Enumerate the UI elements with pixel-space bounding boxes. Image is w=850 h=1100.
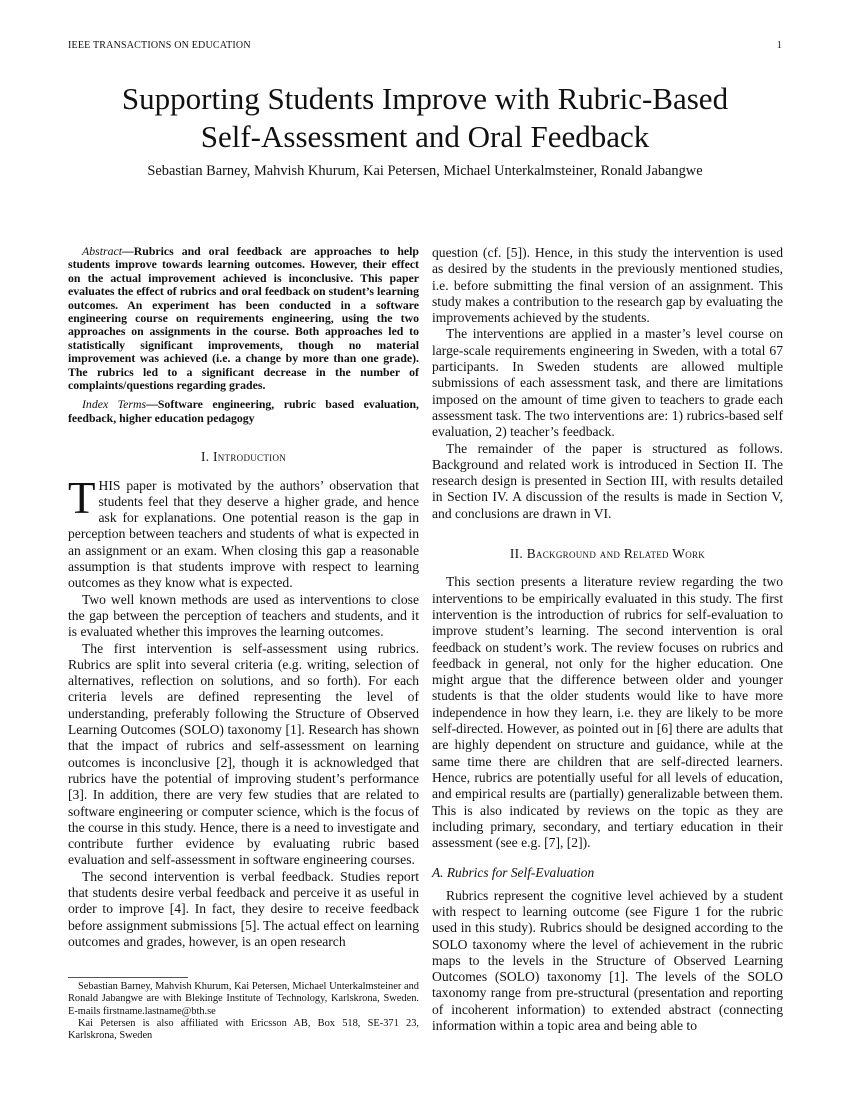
journal-name: IEEE TRANSACTIONS ON EDUCATION bbox=[68, 40, 251, 51]
footnotes bbox=[68, 977, 419, 1042]
intro-paragraph-1-text: HIS paper is motivated by the authors’ observation that students feel that they deserve a higher grade, and hence ask for explanations. One potential reason is the gap in perception between teachers and students of what is expected in an assignment or an exam. When closing this gap a reasonable assumption is that students improve with respect to learning outcomes as they know what is expected. bbox=[68, 477, 419, 591]
intro-paragraph-4: The second intervention is verbal feedback. Studies report that students desire verbal feedback and perceive it as useful in order to improve [4]. In fact, they desire to receive feedback before assignment submissions [5]. The actual effect on learning outcomes and grades, however, is an open research bbox=[68, 868, 419, 949]
page-number: 1 bbox=[776, 40, 782, 51]
intro-paragraph-5: The interventions are applied in a master’s level course on large-scale requirements engineering in Sweden, with a total 67 participants. In Sweden students are allowed multiple submissions of each assessment task, and there are limitations imposed on the amount of time given to teachers to grade each assessment task. The two interventions are: 1) rubrics-based self evaluation, 2) teacher’s feedback. bbox=[432, 326, 783, 440]
drop-cap: T bbox=[68, 472, 96, 523]
intro-paragraph-6: The remainder of the paper is structured as follows. Background and related work is introduced in Section II. The research design is presented in Section III, with results detailed in Section IV. A discussion of the results is made in Section V, and conclusions are drawn in VI. bbox=[432, 440, 783, 521]
right-column bbox=[432, 245, 783, 1034]
abstract-text: —Rubrics and oral feedback are approaches to help students improve towards learning outcomes. However, their effect on the actual improvement achieved is inconclusive. This paper evaluates the effect of rubrics and oral feedback on student’s learning outcomes. An experiment has been conducted in a software engineering course on requirements engineering, using the two approaches on assignments in the course. Both approaches led to statistically significant improvements, though no material improvement was achieved (i.e. a change by more than one grade). The rubrics led to a significant decrease in the number of complaints/questions regarding grades. bbox=[68, 244, 419, 393]
title-line-2: Self-Assessment and Oral Feedback bbox=[200, 119, 650, 154]
index-terms-label: Index Terms bbox=[82, 397, 147, 412]
footnote-divider bbox=[68, 977, 188, 978]
section-heading-introduction: I. Introduction bbox=[200, 449, 287, 465]
author-list: Sebastian Barney, Mahvish Khurum, Kai Petersen, Michael Unterkalmsteiner, Ronald Jabangwe bbox=[147, 163, 703, 179]
subsection-heading-rubrics: A. Rubrics for Self-Evaluation bbox=[432, 865, 595, 881]
footnote-ericsson: Kai Petersen is also affiliated with Ericsson AB, Box 518, SE-371 23, Karlskrona, Sweden bbox=[68, 1017, 419, 1042]
paper-title bbox=[40, 80, 810, 156]
intro-paragraph-2: Two well known methods are used as interventions to close the gap between the perception of teachers and students, and it is evaluated whether this improves the learning outcomes. bbox=[68, 591, 419, 640]
rubrics-paragraph-1: Rubrics represent the cognitive level achieved by a student with respect to learning outcome (see Figure 1 for the rubric used in this study). Rubrics should be designed according to the SOLO taxonomy where the level of achievement in the rubric maps to the levels in the Structure of Observed Learning Outcomes (SOLO) taxonomy [1]. The levels of the SOLO taxonomy range from pre-structural (presentation and reporting of incoherent information) to extended abstract (connecting information within a topic area and being able to bbox=[432, 887, 783, 1034]
footnote-affiliations: Sebastian Barney, Mahvish Khurum, Kai Petersen, Michael Unterkalmsteiner and Ronald Jabangwe are with Blekinge Institute of Technology, Karlskrona, Sweden. E-mails firstname.lastname@bth.se bbox=[68, 981, 419, 1017]
index-terms bbox=[68, 398, 419, 425]
section-heading-background: II. Background and Related Work bbox=[509, 546, 706, 562]
intro-paragraph-4-continued: question (cf. [5]). Hence, in this study the intervention is used as desired by the students in the previously mentioned studies, i.e. before submitting the final version of an assignment. This study makes a contribution to the research gap by evaluating the improvements achieved by the students. bbox=[432, 245, 783, 326]
background-paragraph-1: This section presents a literature review regarding the two interventions to be empirically evaluated in this study. The first intervention is the introduction of rubrics for self-evaluation to improve student’s learning. The second intervention is oral feedback on student’s work. The review focuses on rubrics and feedback in general, not only for the higher education. One might argue that the difference between older and younger students is that the older students would like to have more independence in how they learn, i.e. they are likely to be more self-directed. However, as pointed out in [6] there are adults that are highly dependent on structure and guidance, while at the same time there are children that are self-directed learners. Hence, rubrics are potentially useful for all levels of education, and empirical results are (partially) generalizable between them. This is also indicated by reviews on the topic as they are including primary, secondary, and tertiary education in their assessment (see e.g. [7], [2]). bbox=[432, 574, 783, 851]
abstract-label: Abstract bbox=[82, 244, 122, 258]
intro-paragraph-1 bbox=[68, 472, 419, 592]
index-terms-text: —Software engineering, rubric based evaluation, feedback, higher education pedagogy bbox=[68, 397, 419, 425]
running-head bbox=[68, 40, 782, 51]
intro-paragraph-3: The first intervention is self-assessment using rubrics. Rubrics are split into several criteria (e.g. writing, selection of alternatives, reflection on solutions, and so forth). For each criteria levels are defined representing the level of understanding, preferably following the Structure of Observed Learning Outcomes (SOLO) taxonomy [1]. Research has shown that the impact of rubrics and self-assessment on learning outcomes is inconclusive [2], though it is acknowledged that rubrics have the potential of improving student’s performance [3]. In addition, there are very few studies that are related to software engineering or computer science, which is the focus of the course in this study. Hence, there is a need to investigate and contribute further evidence by evaluating rubric based evaluation and self-assessment in software engineering courses. bbox=[68, 640, 419, 868]
title-line-1: Supporting Students Improve with Rubric-Based bbox=[121, 81, 729, 116]
abstract bbox=[68, 245, 419, 392]
left-column bbox=[68, 245, 419, 950]
